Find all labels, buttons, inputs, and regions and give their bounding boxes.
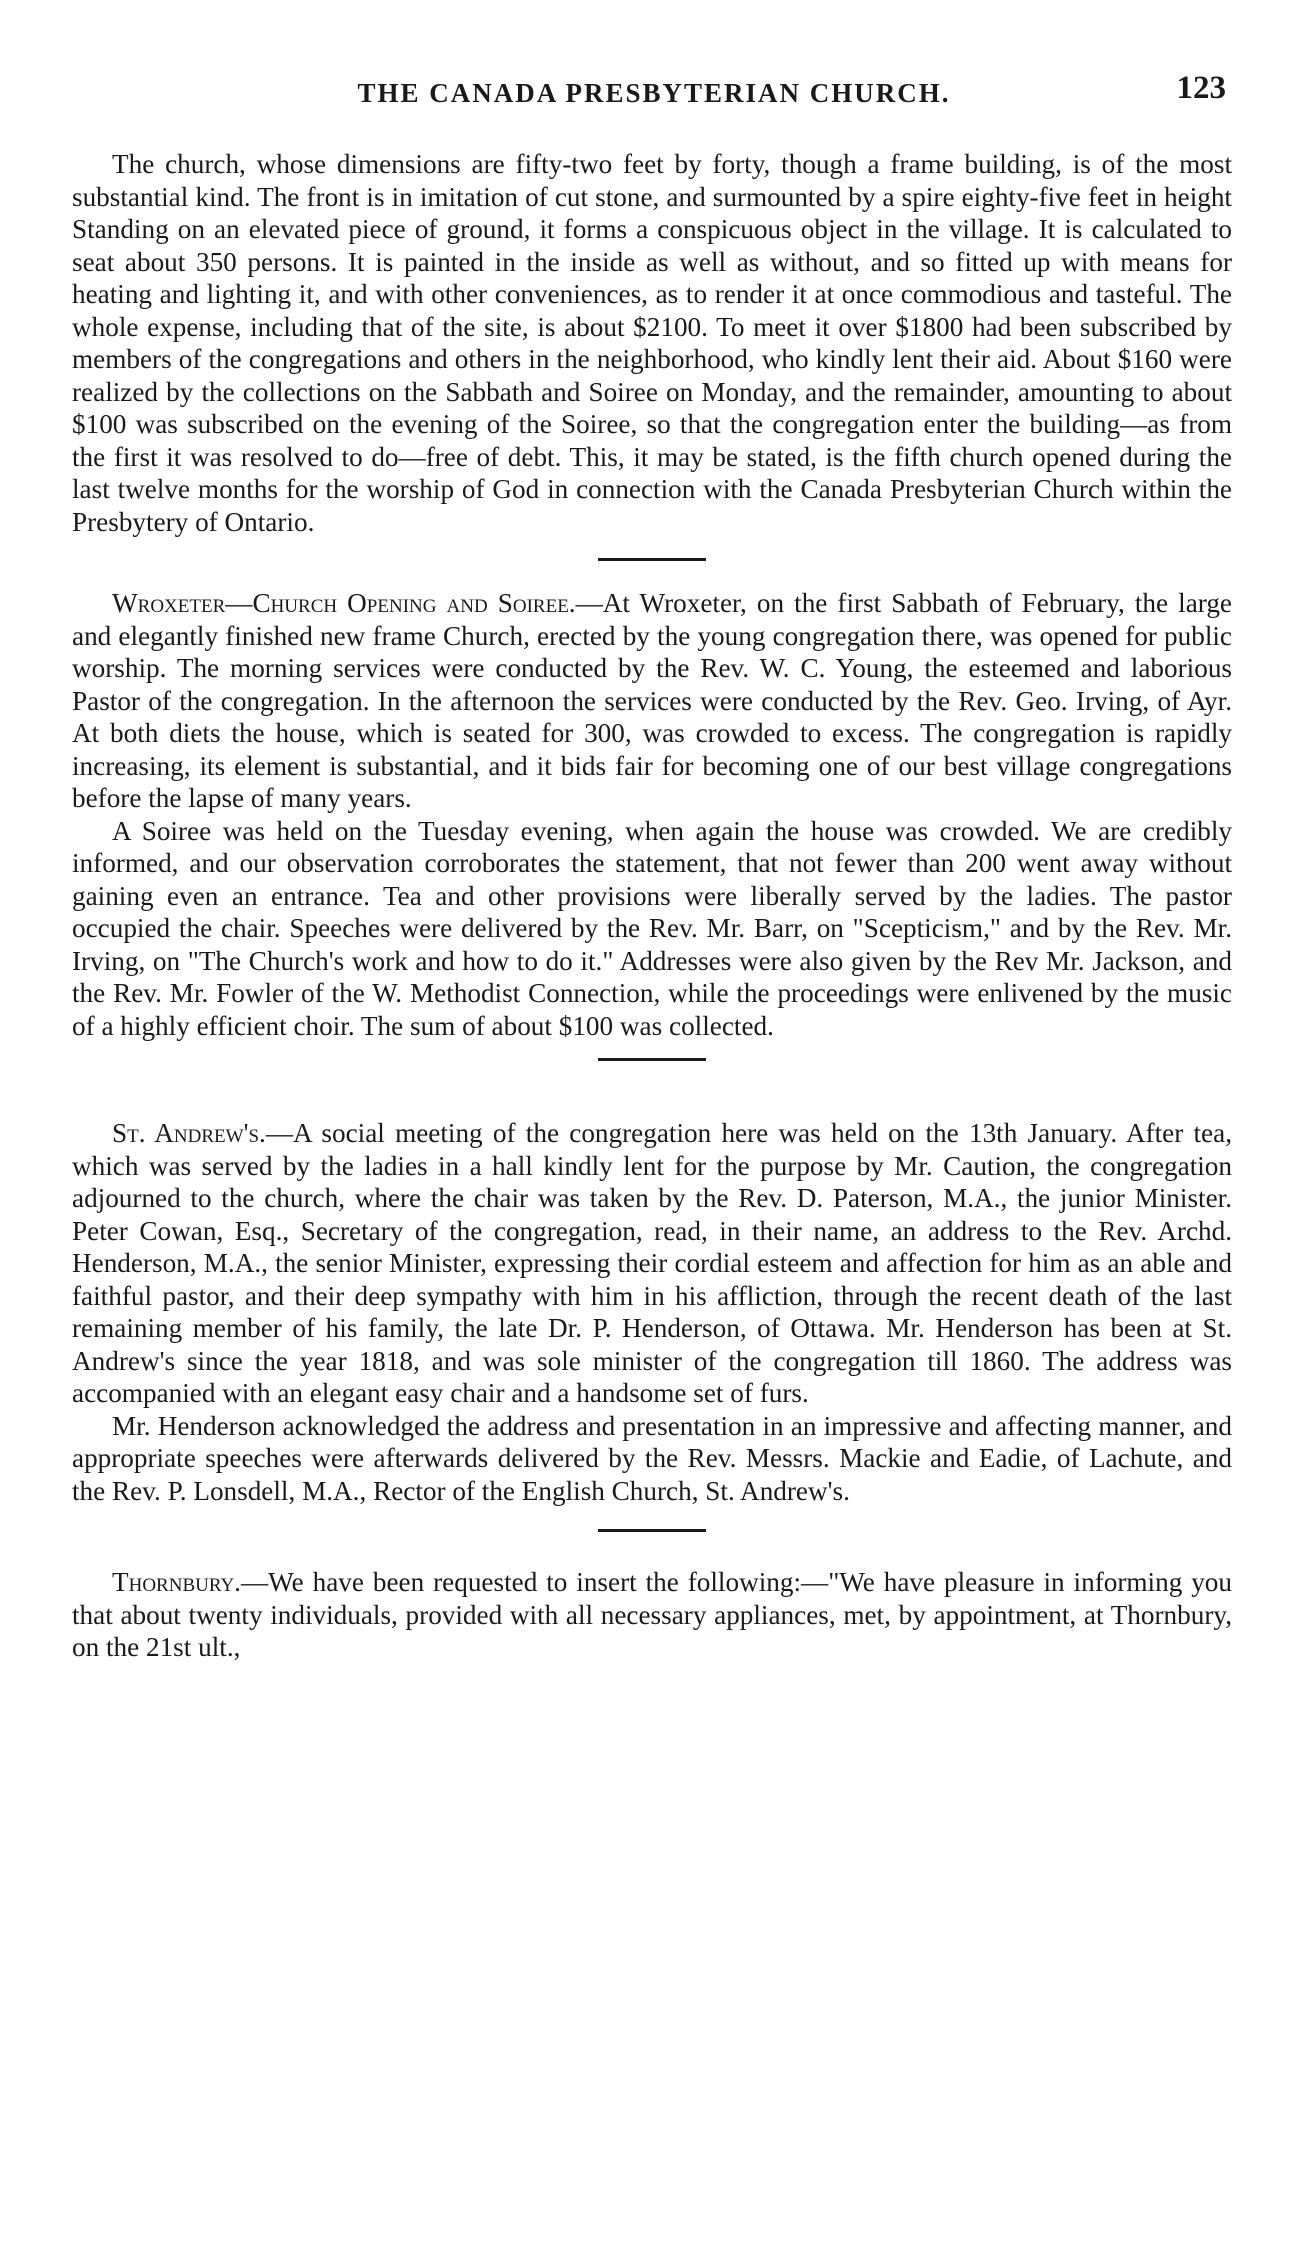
paragraph-church-description (72, 148, 1232, 538)
section-heading-st-andrews: St. Andrew's. (112, 1118, 266, 1148)
paragraph-st-andrews (72, 1117, 1232, 1410)
section-divider (598, 1058, 706, 1061)
section-divider (598, 558, 706, 561)
section-heading-thornbury: Thornbury. (112, 1567, 241, 1597)
paragraph-wroxeter-soiree (72, 815, 1232, 1043)
paragraph-wroxeter (72, 587, 1232, 815)
section-divider (598, 1529, 706, 1532)
paragraph-text: —At Wroxeter, on the first Sabbath of February, the large and elegantly finished new frame Church, erected by the young congregation there, was opened for public worship. The morning services were conducted by the Rev. W. C. Young, the esteemed and laborious Pastor of the congregation. In the afternoon the services were conducted by the Rev. Geo. Irving, of Ayr. At both diets the house, which is seated for 300, was crowded to excess. The congregation is rapidly increasing, its element is substantial, and it bids fair for becoming one of our best village congregations before the lapse of many years. (72, 588, 1232, 813)
paragraph-text: —We have been requested to insert the following:—"We have pleasure in informing you that about twenty individuals, provided with all necessary appliances, met, by appointment, at Thornbury, on the 21st ult., (72, 1567, 1232, 1662)
paragraph-text: A Soiree was held on the Tuesday evening, when again the house was crowded. We are credibly informed, and our observation corroborates the statement, that not fewer than 200 went away without gaining even an entrance. Tea and other provisions were liberally served by the ladies. The pastor occupied the chair. Speeches were delivered by the Rev. Mr. Barr, on "Scepticism," and by the Rev. Mr. Irving, on "The Church's work and how to do it." Addresses were also given by the Rev Mr. Jackson, and the Rev. Mr. Fowler of the W. Methodist Connection, while the proceedings were enlivened by the music of a highly efficient choir. The sum of about $100 was collected. (72, 815, 1232, 1041)
body-text (72, 148, 1232, 1664)
page-header (72, 70, 1236, 118)
paragraph-text: —A social meeting of the congregation here was held on the 13th January. After tea, which was served by the ladies in a hall kindly lent for the purpose by Mr. Caution, the congregation adjourned to the church, where the chair was taken by the Rev. D. Paterson, M.A., the junior Minister. Peter Cowan, Esq., Secretary of the congregation, read, in their name, an address to the Rev. Archd. Henderson, M.A., the senior Minister, expressing their cordial esteem and affection for him as an able and faithful pastor, and their deep sympathy with him in his affliction, through the recent death of the last remaining member of his family, the late Dr. P. Henderson, of Ottawa. Mr. Henderson has been at St. Andrew's since the year 1818, and was sole minister of the congregation till 1860. The address was accompanied with an elegant easy chair and a handsome set of furs. (72, 1118, 1232, 1408)
paragraph-text: Mr. Henderson acknowledged the address and presentation in an impressive and affecting manner, and appropriate speeches were afterwards delivered by the Rev. Messrs. Mackie and Eadie, of Lachute, and the Rev. P. Lonsdell, M.A., Rector of the English Church, St. Andrew's. (72, 1410, 1232, 1506)
section-heading-wroxeter: Wroxeter—Church Opening and Soiree. (112, 588, 576, 618)
page-number: 123 (1176, 70, 1226, 106)
paragraph-text: The church, whose dimensions are fifty-two feet by forty, though a frame building, is of the most substantial kind. The front is in imitation of cut stone, and surmounted by a spire eighty-five feet in height Standing on an elevated piece of ground, it forms a conspicuous object in the village. It is calculated to seat about 350 persons. It is painted in the inside as well as without, and so fitted up with means for heating and lighting it, and with other conveniences, as to render it at once commodious and tasteful. The whole expense, including that of the site, is about $2100. To meet it over $1800 had been subscribed by members of the congregations and others in the neighborhood, who kindly lent their aid. About $160 were realized by the collections on the Sabbath and Soiree on Monday, and the remainder, amounting to about $100 was subscribed on the evening of the Soiree, so that the congregation enter the building—as from the first it was resolved to do—free of debt. This, it may be stated, is the fifth church opened during the last twelve months for the worship of God in connection with the Canada Presbyterian Church within the Presbytery of Ontario. (72, 149, 1232, 537)
paragraph-st-andrews-reply (72, 1410, 1232, 1508)
running-title: THE CANADA PRESBYTERIAN CHURCH. (357, 78, 951, 108)
paragraph-thornbury (72, 1566, 1232, 1664)
